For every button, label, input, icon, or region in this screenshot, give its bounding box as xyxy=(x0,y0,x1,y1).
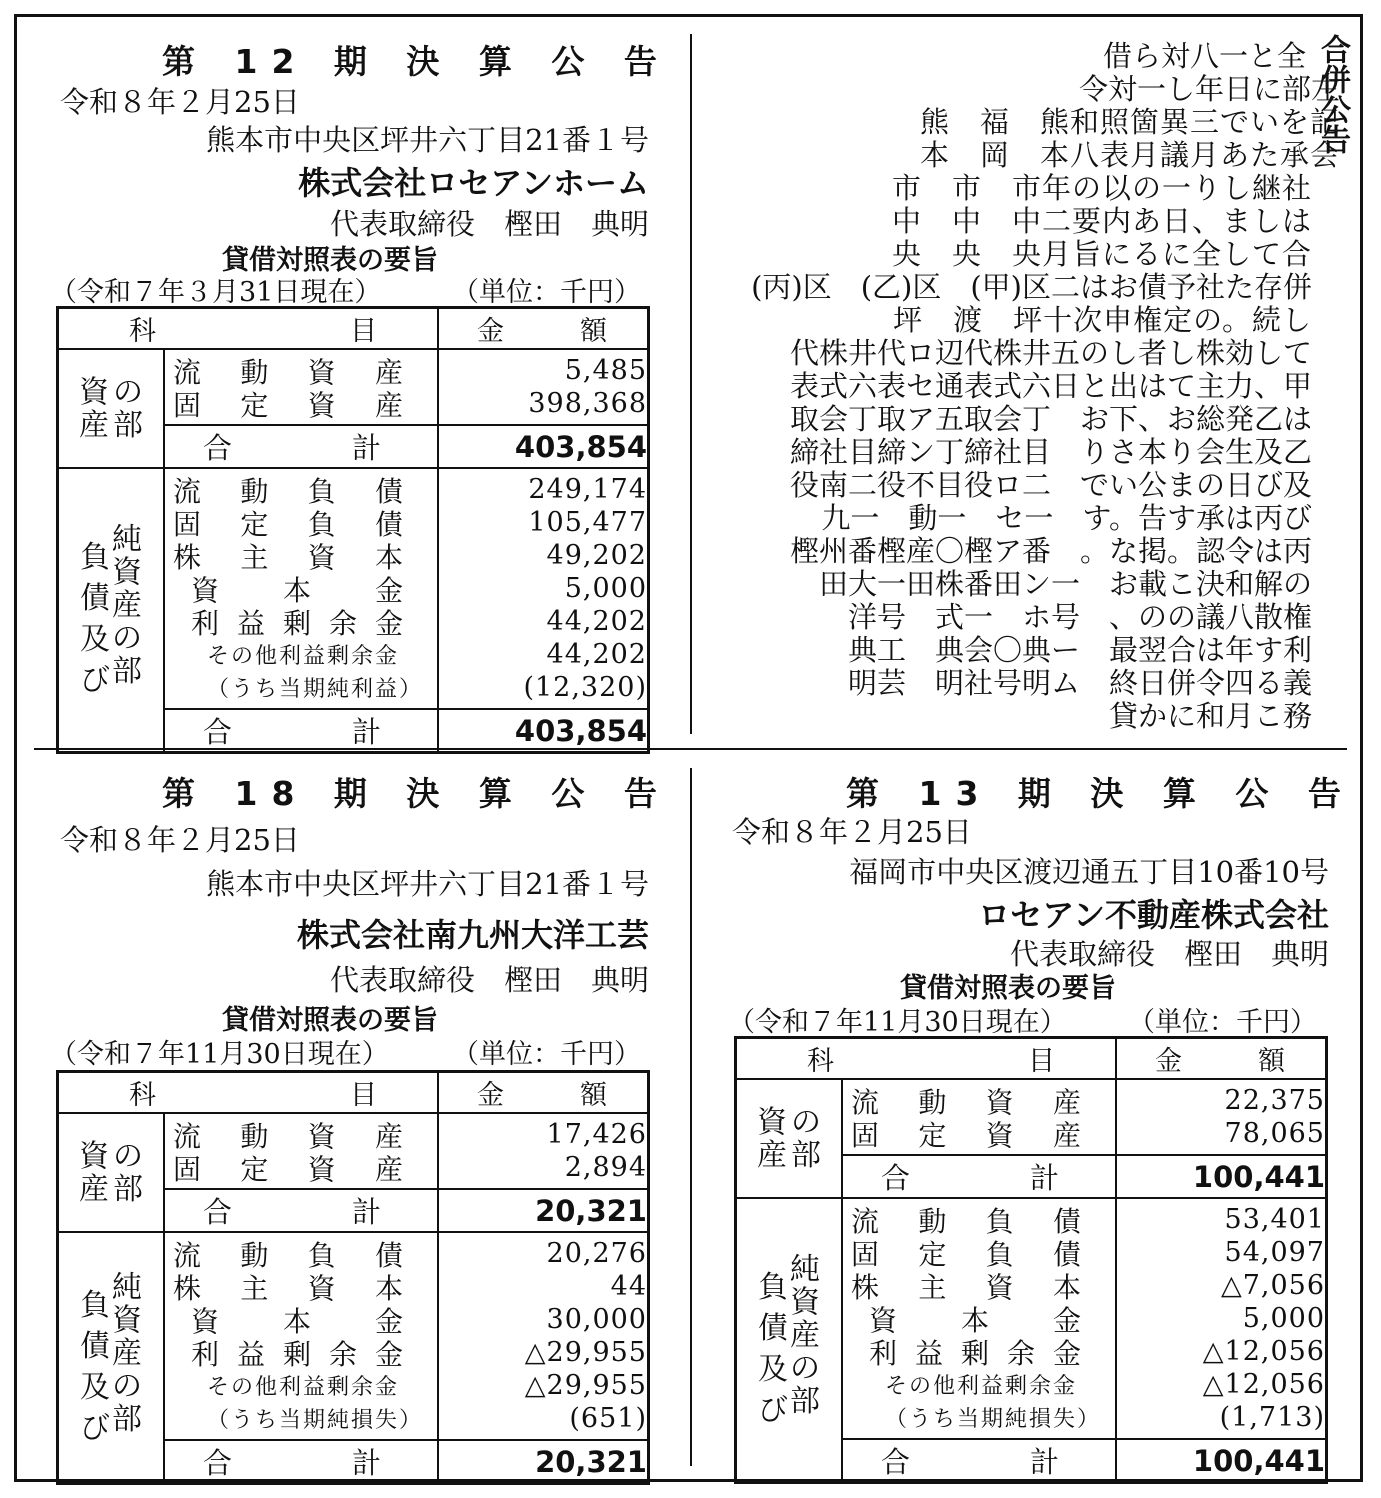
assets-section xyxy=(58,1113,649,1189)
amount-value: (651) xyxy=(569,1403,647,1434)
total-label: 合 xyxy=(203,1195,233,1229)
liabilities-section xyxy=(58,1232,649,1440)
section-char: 産 xyxy=(79,407,109,443)
header-kingaku-1: 金 xyxy=(477,316,504,347)
balance-sheet-title: 貸借対照表の要旨 xyxy=(222,245,438,276)
assets-section-label xyxy=(79,376,143,442)
list-item: 株 主 資 本 xyxy=(851,1270,1081,1304)
section-char: 部 xyxy=(113,407,143,443)
as-of-date: （令和７年11月30日現在） xyxy=(728,1007,1067,1038)
amount-value: 54,097 xyxy=(1224,1237,1325,1268)
amount-value: 53,401 xyxy=(1224,1204,1325,1235)
merger-text-block xyxy=(708,34,1348,734)
amount-value: 20,276 xyxy=(546,1238,647,1269)
amount-value: 398,368 xyxy=(528,388,647,419)
amount-value: △29,955 xyxy=(524,1337,647,1368)
amount-value: 17,426 xyxy=(546,1119,647,1150)
assets-section-label: の 部 資 産 xyxy=(757,1104,821,1173)
list-item: 固 定 資 産 xyxy=(173,388,403,422)
notice-date: 令和８年２月25日 xyxy=(60,823,300,857)
balance-sheet-table xyxy=(56,306,650,754)
amount-value: 78,065 xyxy=(1224,1118,1325,1149)
header-kamoku-1: 科 xyxy=(807,1046,834,1077)
amount-value: (12,320) xyxy=(523,672,647,703)
merger-text-row: 田大一田株番田ン一 お載こ決和解の xyxy=(818,567,1312,601)
list-item: （うち当期純利益） xyxy=(207,677,424,702)
total-label: 合 xyxy=(881,1445,911,1479)
vertical-divider-bottom xyxy=(690,768,692,1466)
list-item: （うち当期純損失） xyxy=(207,1408,424,1433)
merger-text-row: 取会丁取ア五取会丁 お下、お総発乙は xyxy=(789,402,1312,436)
amount-value: △12,056 xyxy=(1202,1369,1325,1400)
as-of-date: （令和７年11月30日現在） xyxy=(50,1039,389,1070)
header-kingaku-2: 額 xyxy=(1258,1046,1285,1077)
list-item: 固 定 資 産 xyxy=(173,1152,403,1186)
assets-section-label: の 部 資 産 xyxy=(79,1138,143,1207)
representative: 代表取締役 樫田 典明 xyxy=(329,963,649,997)
company-name: 株式会社ロセアンホーム xyxy=(298,164,649,202)
list-item: 流 動 負 債 xyxy=(851,1204,1081,1238)
liabilities-total-value: 100,441 xyxy=(1116,1439,1327,1483)
merger-text-row: 借ら対八一と全 xyxy=(1102,39,1306,73)
list-item: 流 動 負 債 xyxy=(173,474,403,508)
company-address: 熊本市中央区坪井六丁目21番１号 xyxy=(206,123,649,157)
list-item: 利 益 剰 余 金 xyxy=(869,1336,1081,1370)
merger-text-row: 令対一し年日に部左 xyxy=(1078,72,1340,106)
total-label: 計 xyxy=(351,715,381,749)
amount-value: (1,713) xyxy=(1219,1402,1325,1433)
unit-label: （単位：千円） xyxy=(1128,1007,1317,1038)
representative: 代表取締役 樫田 典明 xyxy=(329,207,649,241)
total-label: 計 xyxy=(351,1446,381,1480)
balance-sheet-table xyxy=(734,1036,1328,1484)
assets-section xyxy=(736,1079,1327,1155)
company-address: 熊本市中央区坪井六丁目21番１号 xyxy=(206,867,649,901)
list-item: 流 動 負 債 xyxy=(173,1238,403,1272)
header-kamoku-2: 目 xyxy=(350,1080,377,1111)
liabilities-section xyxy=(58,468,649,709)
merger-text-row: 坪 渡 坪十次申権定の。続し xyxy=(893,303,1312,337)
merger-text-row: 中 中 中二要内あ日、ましは xyxy=(891,204,1312,238)
merger-heading: 合併公告 xyxy=(1315,34,1350,154)
merger-text-row: 熊 福 熊和照箇異三でいを記 xyxy=(919,105,1340,139)
list-item: 固 定 資 産 xyxy=(851,1118,1081,1152)
amount-value: 5,000 xyxy=(564,573,647,604)
assets-total-value: 403,854 xyxy=(438,425,649,468)
amount-value: 49,202 xyxy=(546,540,647,571)
list-item: 流 動 資 産 xyxy=(173,355,403,389)
liabilities-total-value: 20,321 xyxy=(438,1440,649,1484)
amount-value: 22,375 xyxy=(1224,1085,1325,1116)
liabilities-section-label: 純 資 産 の 部 負 債 及 び xyxy=(80,522,142,698)
amount-value: 5,000 xyxy=(1242,1303,1325,1334)
list-item: 固 定 負 債 xyxy=(173,507,403,541)
list-item: その他利益剰余金 xyxy=(207,1375,400,1400)
balance-sheet-title: 貸借対照表の要旨 xyxy=(900,973,1116,1004)
company-address: 福岡市中央区渡辺通五丁目10番10号 xyxy=(849,855,1329,889)
amount-value: △12,056 xyxy=(1202,1336,1325,1367)
balance-sheet-title: 貸借対照表の要旨 xyxy=(222,1005,438,1036)
amount-value: 249,174 xyxy=(528,474,647,505)
total-label: 計 xyxy=(351,1195,381,1229)
table-header xyxy=(58,1072,649,1114)
company-name: 株式会社南九州大洋工芸 xyxy=(296,916,649,954)
amount-value: 44,202 xyxy=(546,639,647,670)
list-item: 資 本 金 xyxy=(191,1304,403,1338)
table-header xyxy=(58,308,649,350)
liabilities-total-value: 403,854 xyxy=(438,709,649,753)
merger-text-row: 九一 動一 セ一 す。告す承は丙び xyxy=(821,501,1312,535)
amount-value: 44,202 xyxy=(546,606,647,637)
amount-value: 2,894 xyxy=(564,1152,647,1183)
liabilities-section xyxy=(736,1198,1327,1439)
header-kingaku-2: 額 xyxy=(580,316,607,347)
merger-text-row: 明芸 明社号明ム 終日併令四る義 xyxy=(847,666,1312,700)
vertical-divider-top xyxy=(690,34,692,734)
list-item: その他利益剰余金 xyxy=(207,644,400,669)
merger-text-row: 樫州番樫産〇樫ア番 。な掲。認令は丙 xyxy=(789,534,1312,568)
header-kamoku-2: 目 xyxy=(350,316,377,347)
total-label: 計 xyxy=(1029,1161,1059,1195)
list-item: 株 主 資 本 xyxy=(173,540,403,574)
assets-section xyxy=(58,349,649,425)
merger-text-row: 本 岡 本八表月議月あた承会 xyxy=(919,138,1340,172)
unit-label: （単位：千円） xyxy=(452,277,641,308)
header-kingaku-2: 額 xyxy=(580,1080,607,1111)
list-item: 利 益 剰 余 金 xyxy=(191,606,403,640)
merger-text-row: 締社目締ン丁締社目 りさ本り会生及乙 xyxy=(789,435,1312,469)
list-item: （うち当期純損失） xyxy=(885,1407,1102,1432)
unit-label: （単位：千円） xyxy=(452,1039,641,1070)
header-kingaku-1: 金 xyxy=(477,1080,504,1111)
header-kamoku-1: 科 xyxy=(129,1080,156,1111)
header-kingaku-1: 金 xyxy=(1155,1046,1182,1077)
list-item: 利 益 剰 余 金 xyxy=(191,1337,403,1371)
merger-text-row: (丙)区 (乙)区 (甲)区二はお債予社た存併 xyxy=(751,270,1312,304)
list-item: 固 定 負 債 xyxy=(851,1237,1081,1271)
liabilities-section-label: 純 資 産 の 部 負 債 及 び xyxy=(80,1269,142,1446)
notice-title: 第 12 期 決 算 公 告 xyxy=(162,42,671,81)
notice-date: 令和８年２月25日 xyxy=(732,815,972,849)
amount-value: 44 xyxy=(610,1271,647,1302)
total-label: 計 xyxy=(1029,1445,1059,1479)
representative: 代表取締役 樫田 典明 xyxy=(1009,937,1329,971)
list-item: 流 動 資 産 xyxy=(173,1119,403,1153)
total-label: 合 xyxy=(203,431,233,465)
merger-text-row: 表式六表セ通表式六日と出はて主力、甲 xyxy=(789,369,1312,403)
amount-value: △29,955 xyxy=(524,1370,647,1401)
table-header xyxy=(736,1038,1327,1080)
list-item: その他利益剰余金 xyxy=(885,1374,1078,1399)
amount-value: 30,000 xyxy=(546,1304,647,1335)
total-label: 合 xyxy=(203,1446,233,1480)
merger-text-row: 央 央 央月旨にるに全して合 xyxy=(891,237,1312,271)
merger-text-row: 洋号 式一 ホ号 、のの議八散権 xyxy=(847,600,1312,634)
liabilities-section-label: 純 資 産 の 部 負 債 及 び xyxy=(758,1252,820,1428)
notice-date: 令和８年２月25日 xyxy=(60,85,300,119)
company-name: ロセアン不動産株式会社 xyxy=(978,896,1329,934)
header-kamoku-1: 科 xyxy=(129,316,156,347)
section-char: 資 xyxy=(79,374,109,410)
total-label: 合 xyxy=(203,715,233,749)
merger-text-row: 典工 典会〇典ー 最翌合は年す利 xyxy=(847,633,1312,667)
assets-total-value: 100,441 xyxy=(1116,1155,1327,1198)
merger-text-row: 貸かに和月こ務 xyxy=(1108,699,1312,733)
notice-title: 第 13 期 決 算 公 告 xyxy=(846,774,1355,813)
assets-total-value: 20,321 xyxy=(438,1189,649,1232)
list-item: 資 本 金 xyxy=(191,573,403,607)
merger-text-row: 市 市 市年の以の一りし継社 xyxy=(891,171,1312,205)
list-item: 株 主 資 本 xyxy=(173,1271,403,1305)
list-item: 流 動 資 産 xyxy=(851,1085,1081,1119)
amount-value: 5,485 xyxy=(564,355,647,386)
as-of-date: （令和７年３月31日現在） xyxy=(50,277,382,308)
section-char: の xyxy=(113,374,143,410)
header-kamoku-2: 目 xyxy=(1028,1046,1055,1077)
merger-text-row: 代株井代ロ辺代株井五のし者し株効して xyxy=(789,336,1312,370)
total-label: 合 xyxy=(881,1161,911,1195)
total-label: 計 xyxy=(351,431,381,465)
amount-value: 105,477 xyxy=(528,507,647,538)
balance-sheet-table xyxy=(56,1070,650,1485)
notice-title: 第 18 期 決 算 公 告 xyxy=(162,774,671,813)
amount-value: △7,056 xyxy=(1220,1270,1325,1301)
list-item: 資 本 金 xyxy=(869,1303,1081,1337)
merger-text-row: 役南二役不目役ロ二 でい公まの日び及 xyxy=(789,468,1312,502)
